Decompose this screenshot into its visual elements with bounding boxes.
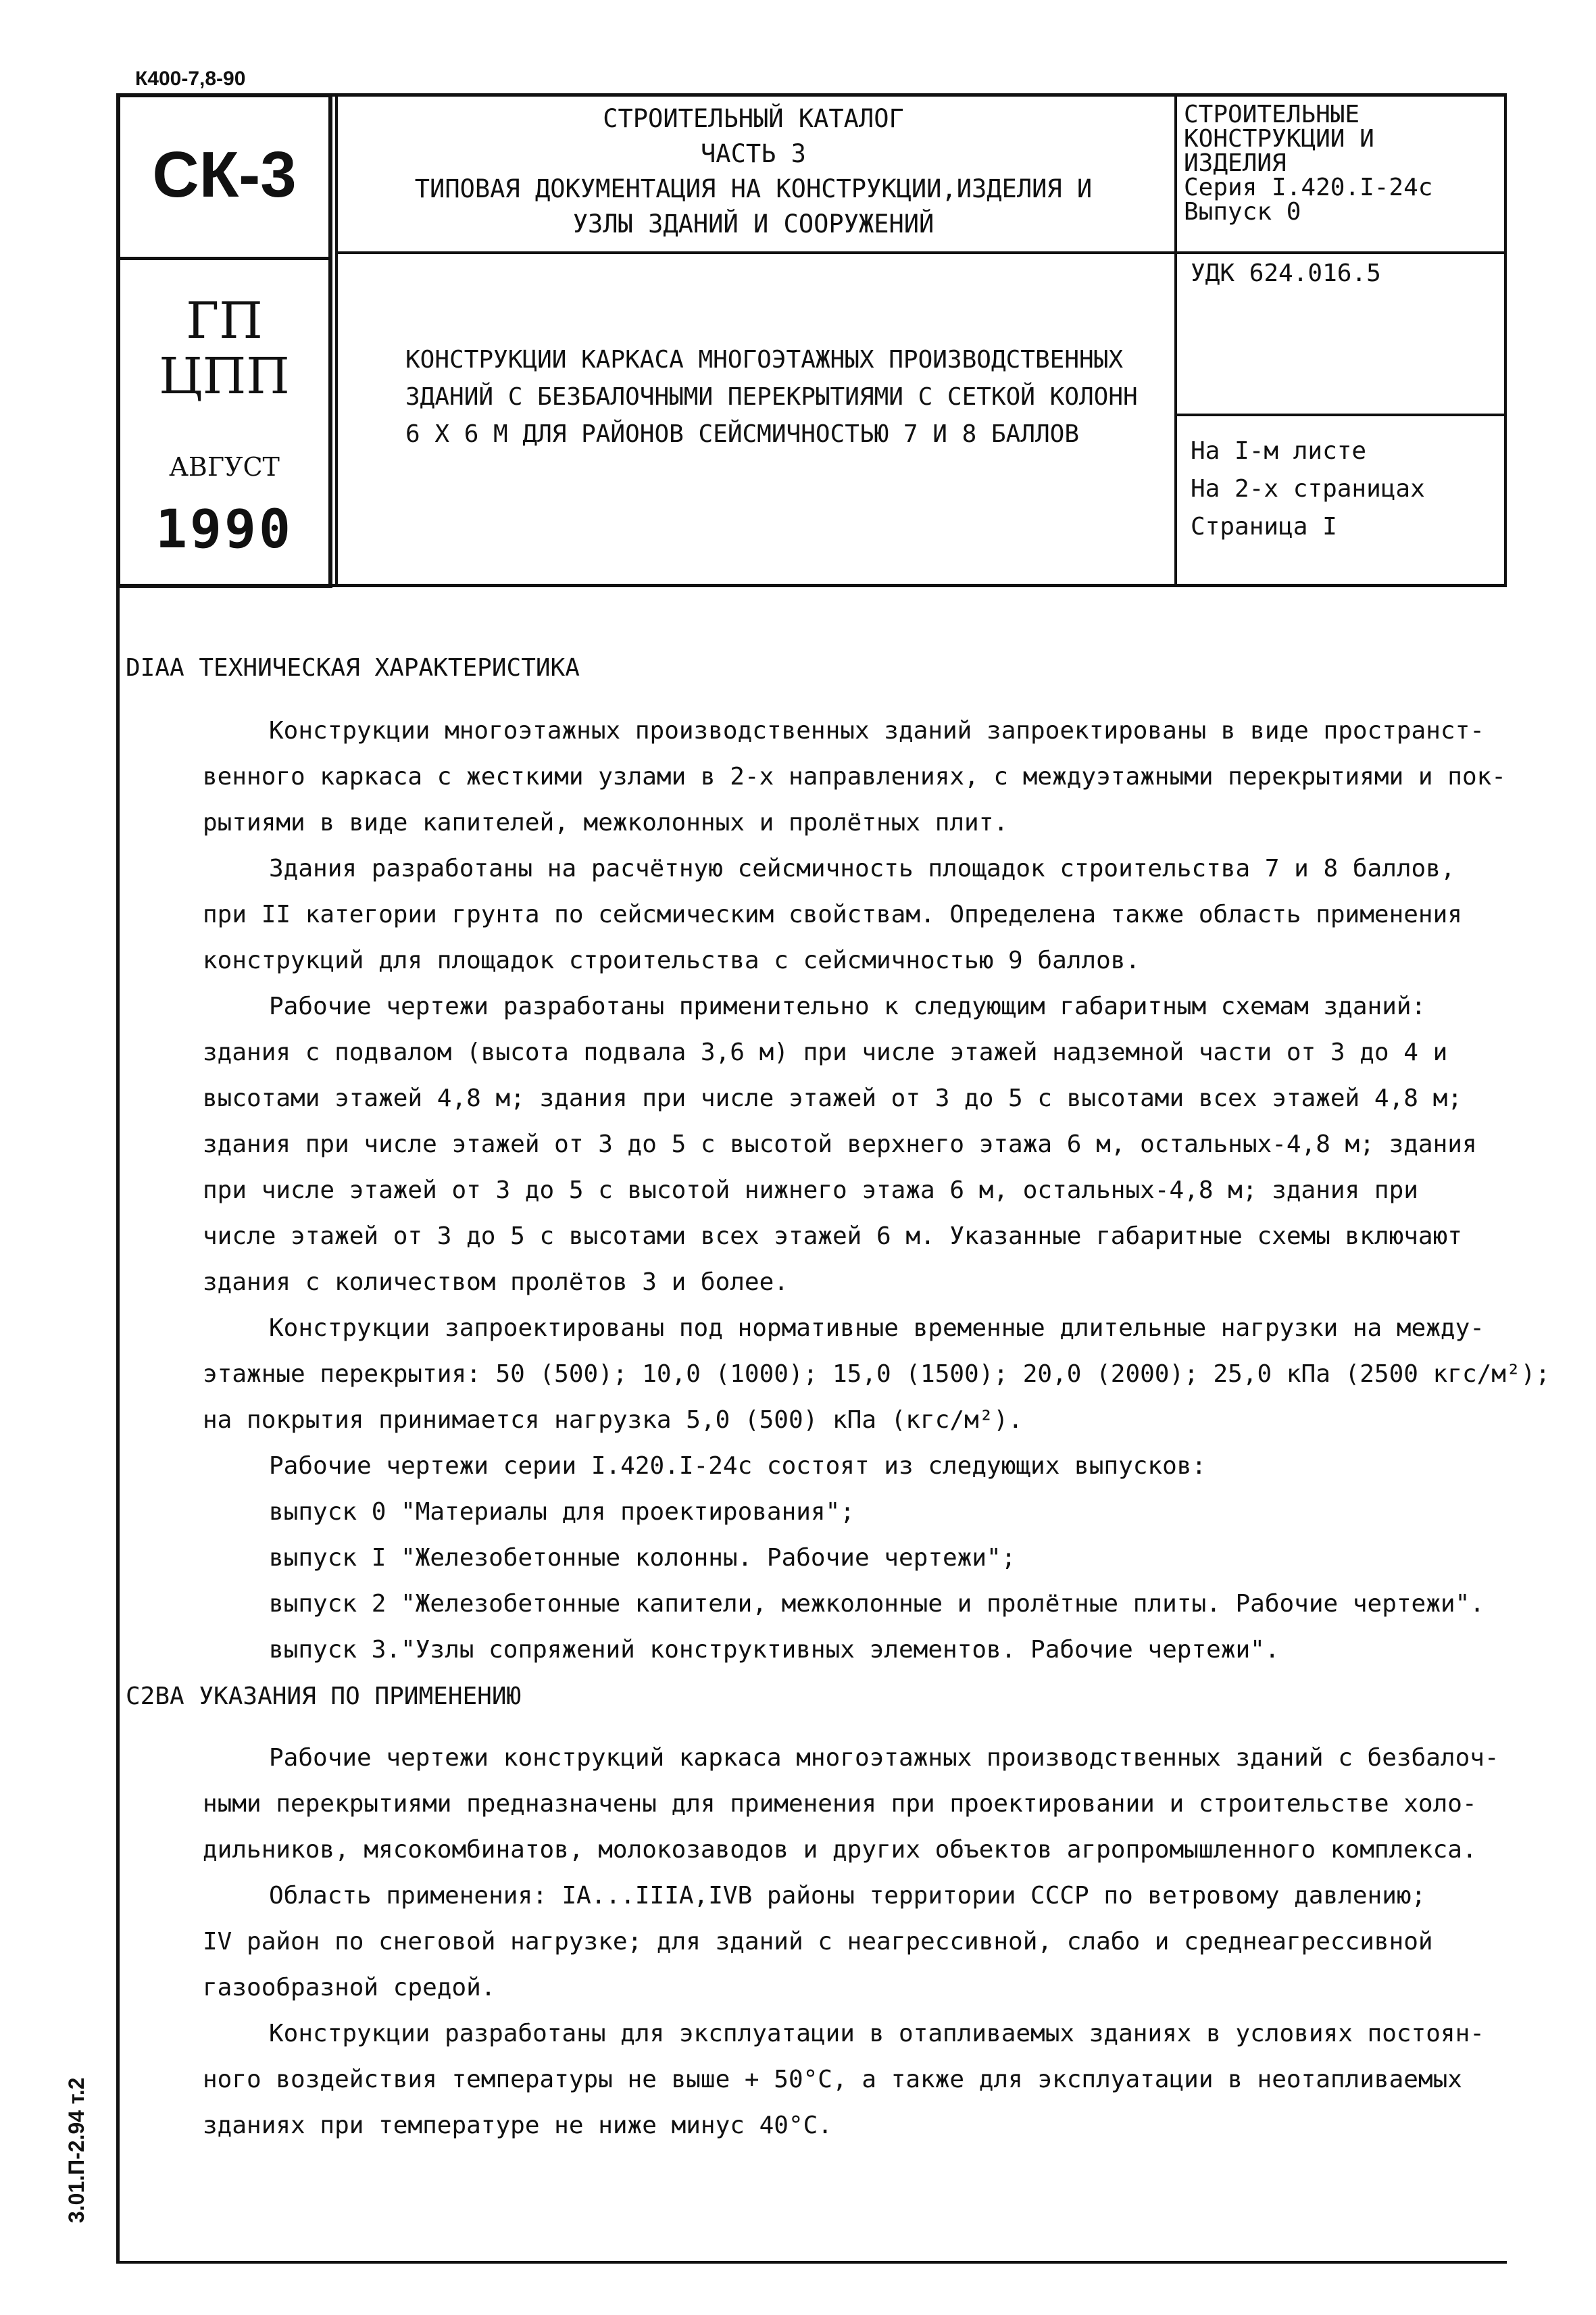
section1-line: Здания разработаны на расчётную сейсмичность площадок строительства 7 и 8 баллов, xyxy=(269,855,1455,882)
section2-line: Рабочие чертежи конструкций каркаса многоэтажных производственных зданий с безбалоч- xyxy=(269,1744,1499,1772)
section2-line: ными перекрытиями предназначены для применения при проектировании и строительстве холо- xyxy=(203,1790,1477,1818)
section1-line: высотами этажей 4,8 м; здания при числе этажей от 3 до 5 с высотами всех этажей 4,8 м; xyxy=(203,1085,1462,1112)
document-title xyxy=(405,341,1169,453)
section1-line: выпуск 0 "Материалы для проектирования"; xyxy=(269,1498,855,1526)
stamp-gp-line1: ГП xyxy=(186,292,263,350)
section1-line: Конструкции запроектированы под нормативные временные длительные нагрузки на между- xyxy=(269,1314,1485,1342)
catalog-title-line4: УЗЛЫ ЗДАНИЙ И СООРУЖЕНИЙ xyxy=(572,209,934,239)
section2-line: газообразной средой. xyxy=(203,1974,496,2001)
stamp-divider xyxy=(120,257,328,260)
stamp-year: 1990 xyxy=(155,499,293,560)
section2-line: Область применения: IA...IIIA,IVB районы территории СССР по ветровому давлению; xyxy=(269,1882,1426,1910)
section2-line: IV район по снеговой нагрузке; для зданий с неагрессивной, слабо и среднеагрессивной xyxy=(203,1928,1433,1956)
section2-line: зданиях при температуре не ниже минус 40°С. xyxy=(203,2112,832,2139)
sheet-info xyxy=(1191,432,1425,546)
section2-heading: C2BA УКАЗАНИЯ ПО ПРИМЕНЕНИЮ xyxy=(126,1683,522,1710)
series-line5: Выпуск 0 xyxy=(1184,198,1301,226)
header-divider-horizontal-mid xyxy=(335,251,1507,254)
section1-line: выпуск 3."Узлы сопряжений конструктивных элементов. Рабочие чертежи". xyxy=(269,1636,1280,1664)
section2-line: Конструкции разработаны для эксплуатации в отапливаемых зданиях в условиях постоян- xyxy=(269,2020,1485,2047)
section2-body xyxy=(203,1735,1499,2149)
document-title-line2: ЗДАНИЙ С БЕЗБАЛОЧНЫМИ ПЕРЕКРЫТИЯМИ С СЕТКОЙ КОЛОНН xyxy=(405,383,1138,411)
section1-line: Рабочие чертежи серии I.420.I-24с состоят из следующих выпусков: xyxy=(269,1452,1207,1480)
section1-line: конструкций для площадок строительства с сейсмичностью 9 баллов. xyxy=(203,947,1141,974)
sheet-info-line2: На 2-х страницах xyxy=(1191,475,1425,503)
section1-line: Рабочие чертежи разработаны применительно к следующим габаритным схемам зданий: xyxy=(269,993,1426,1020)
sheet-info-line3: Страница I xyxy=(1191,513,1337,541)
catalog-title-line3: ТИПОВАЯ ДОКУМЕНТАЦИЯ НА КОНСТРУКЦИИ,ИЗДЕЛИЯ И xyxy=(414,174,1093,203)
series-info xyxy=(1184,103,1501,224)
series-line3: ИЗДЕЛИЯ xyxy=(1184,149,1287,177)
frame-right-border xyxy=(1504,93,1507,587)
stamp-ck3: СК-3 xyxy=(152,139,297,211)
section1-line: при числе этажей от 3 до 5 с высотой нижнего этажа 6 м, остальных-4,8 м; здания при xyxy=(203,1176,1418,1204)
section1-line: Конструкции многоэтажных производственных зданий запроектированы в виде пространст- xyxy=(269,717,1485,745)
side-reference-note: 3.01.П-2.94 т.2 xyxy=(64,2077,89,2223)
sheet-info-line1: На I-м листе xyxy=(1191,437,1367,465)
section2-line: ного воздействия температуры не выше + 50°С, а также для эксплуатации в неотапливаемых xyxy=(203,2066,1462,2093)
header-divider-horizontal-right xyxy=(1174,414,1507,416)
stamp-month: АВГУСТ xyxy=(169,452,280,482)
section1-line: на покрытия принимается нагрузка 5,0 (500) кПа (кгс/м²). xyxy=(203,1406,1023,1434)
document-title-line1: КОНСТРУКЦИИ КАРКАСА МНОГОЭТАЖНЫХ ПРОИЗВОДСТВЕННЫХ xyxy=(405,346,1124,374)
section1-body xyxy=(203,708,1550,1673)
header-divider-vertical-2 xyxy=(1174,93,1177,587)
section1-line: выпуск I "Железобетонные колонны. Рабочие чертежи"; xyxy=(269,1544,1016,1572)
section2-line: дильников, мясокомбинатов, молокозаводов и других объектов агропромышленного комплекса. xyxy=(203,1836,1477,1864)
section1-line: венного каркаса с жесткими узлами в 2-х направлениях, с междуэтажными перекрытиями и пок- xyxy=(203,763,1506,791)
section1-heading: DIAA ТЕХНИЧЕСКАЯ ХАРАКТЕРИСТИКА xyxy=(126,654,580,682)
section1-line: при II категории грунта по сейсмическим свойствам. Определена также область применения xyxy=(203,901,1462,928)
stamp-gp-line2: ЦПП xyxy=(159,347,290,405)
catalog-code: К400-7,8-90 xyxy=(135,68,246,90)
section1-line: здания при числе этажей от 3 до 5 с высотой верхнего этажа 6 м, остальных-4,8 м; здания xyxy=(203,1130,1477,1158)
section1-line: рытиями в виде капителей, межколонных и пролётных плит. xyxy=(203,809,1009,837)
series-line4: Серия I.420.I-24с xyxy=(1184,174,1433,201)
section1-line: числе этажей от 3 до 5 с высотами всех этажей 6 м. Указанные габаритные схемы включают xyxy=(203,1222,1462,1250)
catalog-title-line1: СТРОИТЕЛЬНЫЙ КАТАЛОГ xyxy=(603,104,904,133)
catalog-title xyxy=(338,101,1169,242)
publisher-stamp xyxy=(116,93,332,588)
section1-line: выпуск 2 "Железобетонные капители, межколонные и пролётные плиты. Рабочие чертежи". xyxy=(269,1590,1485,1618)
section1-line: здания с количеством пролётов 3 и более. xyxy=(203,1268,789,1296)
section1-line: этажные перекрытия: 50 (500); 10,0 (1000); 15,0 (1500); 20,0 (2000); 25,0 кПа (2500 кгс/м²); xyxy=(203,1360,1550,1388)
document-title-line3: 6 Х 6 М ДЛЯ РАЙОНОВ СЕЙСМИЧНОСТЬЮ 7 И 8 БАЛЛОВ xyxy=(405,420,1079,448)
stamp-gp xyxy=(120,293,328,404)
udk-code: УДК 624.016.5 xyxy=(1191,259,1381,287)
catalog-title-line2: ЧАСТЬ 3 xyxy=(701,139,806,168)
series-line2: КОНСТРУКЦИИ И xyxy=(1184,125,1374,153)
series-line1: СТРОИТЕЛЬНЫЕ xyxy=(1184,101,1360,128)
section1-line: здания с подвалом (высота подвала 3,6 м) при числе этажей надземной части от 3 до 4 и xyxy=(203,1039,1448,1066)
frame-bottom-border xyxy=(116,2261,1507,2264)
